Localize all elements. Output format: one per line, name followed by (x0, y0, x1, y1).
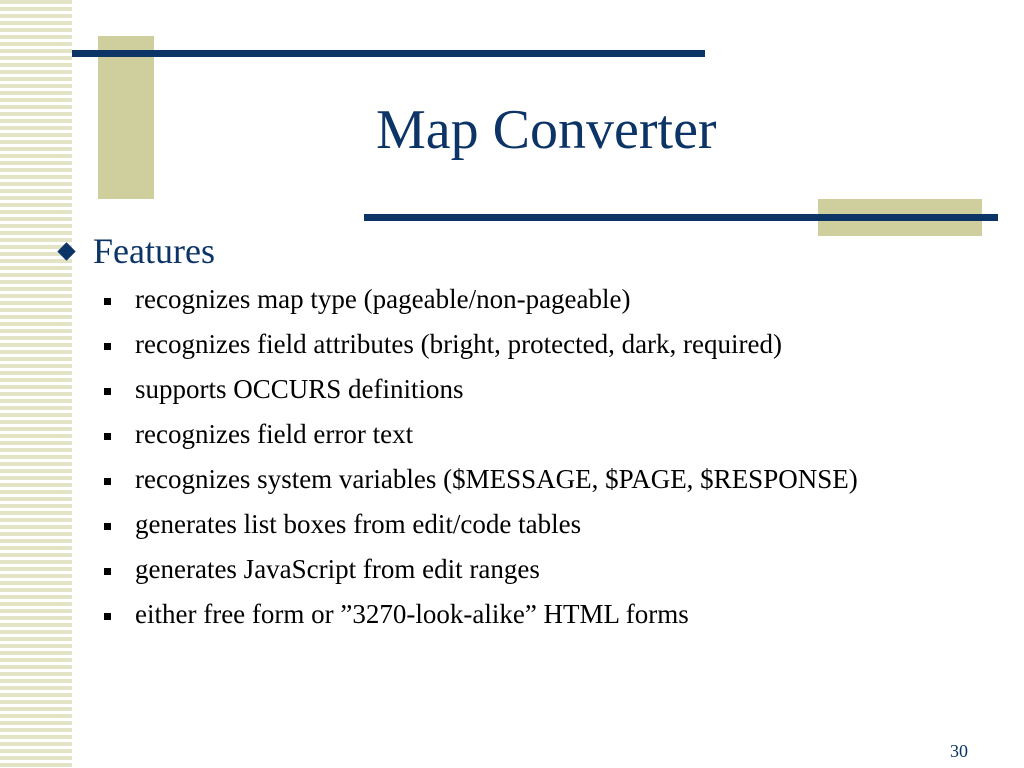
feature-list (104, 283, 984, 643)
title-rule-top (72, 50, 705, 57)
square-bullet-icon (104, 568, 111, 575)
list-item-text: recognizes map type (pageable/non-pageable) (135, 284, 631, 314)
square-bullet-icon (104, 388, 111, 395)
list-item-text: generates list boxes from edit/code tables (135, 509, 582, 539)
square-bullet-icon (104, 523, 111, 530)
square-bullet-icon (104, 343, 111, 350)
list-item-text: either free form or ”3270-look-alike” HTML forms (135, 599, 689, 629)
list-item-text: recognizes field attributes (bright, protected, dark, required) (135, 329, 782, 359)
list-item-text: recognizes system variables ($MESSAGE, $PAGE, $RESPONSE) (135, 464, 858, 494)
decorative-tan-block-top (98, 36, 154, 199)
list-item (104, 283, 984, 315)
slide-title: Map Converter (376, 99, 717, 161)
page-number: 30 (950, 741, 968, 761)
features-heading (52, 228, 215, 274)
list-item (104, 508, 984, 540)
list-item-text: generates JavaScript from edit ranges (135, 554, 540, 584)
list-item (104, 463, 984, 495)
list-item (104, 553, 984, 585)
list-item (104, 373, 984, 405)
diamond-bullet-icon (57, 242, 75, 260)
list-item (104, 598, 984, 630)
features-heading-label: Features (93, 231, 215, 271)
list-item-text: supports OCCURS definitions (135, 374, 464, 404)
list-item (104, 328, 984, 360)
square-bullet-icon (104, 613, 111, 620)
list-item-text: recognizes field error text (135, 419, 414, 449)
decorative-stripes (0, 0, 72, 768)
list-item (104, 418, 984, 450)
title-rule-bottom (364, 214, 998, 221)
square-bullet-icon (104, 478, 111, 485)
square-bullet-icon (104, 298, 111, 305)
square-bullet-icon (104, 433, 111, 440)
